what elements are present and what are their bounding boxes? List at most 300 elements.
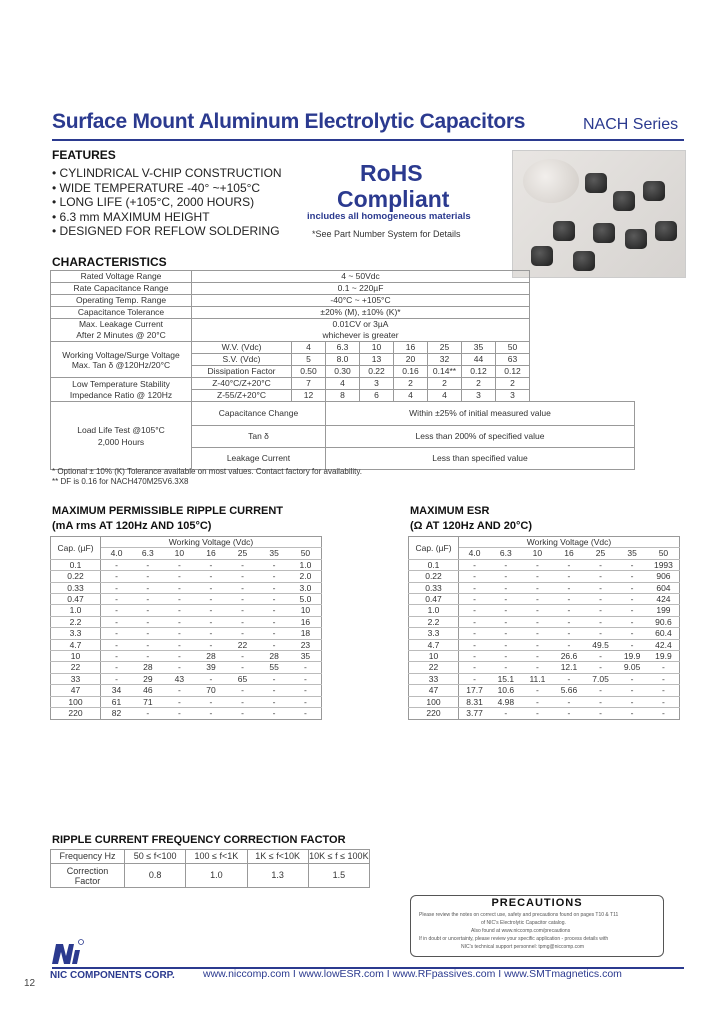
esr-cap-value: 33 (409, 673, 459, 684)
ripple-voltage: 4.0 (101, 548, 133, 559)
esr-cell: - (490, 594, 522, 605)
tan-label (51, 342, 192, 378)
precautions-line: If in doubt or uncertainty, please review your specific application - process details with (419, 936, 609, 942)
char-label: After 2 Minutes @ 20°C (51, 330, 192, 342)
ripple-cell: - (132, 594, 164, 605)
esr-cell: - (522, 685, 554, 696)
esr-cell: 7.05 (585, 673, 617, 684)
esr-cap-value: 3.3 (409, 628, 459, 639)
ripple-header-row (51, 537, 322, 548)
esr-row (409, 605, 680, 616)
esr-cell: - (490, 662, 522, 673)
sv-cell: 13 (360, 354, 394, 366)
freq-factor: 0.8 (125, 864, 186, 888)
esr-cell: - (522, 662, 554, 673)
freq-table (50, 849, 370, 888)
capacitor-chip (531, 246, 553, 266)
ripple-cell: - (101, 594, 133, 605)
esr-cell: - (553, 594, 585, 605)
ripple-cell: - (164, 605, 196, 616)
z40-cell: 4 (326, 378, 360, 390)
ripple-cell: - (101, 571, 133, 582)
ripple-cell: - (164, 708, 196, 719)
char-label: Max. Leakage Current (51, 319, 192, 331)
ripple-cell: 39 (195, 662, 227, 673)
ll-value: Less than 200% of specified value (326, 426, 635, 448)
esr-cell: - (585, 616, 617, 627)
esr-cap-value: 0.22 (409, 571, 459, 582)
esr-cell: 11.1 (522, 673, 554, 684)
esr-cell: - (522, 559, 554, 570)
char-value: 0.01CV or 3µA (192, 319, 530, 331)
df-cell: 0.16 (394, 366, 428, 378)
ripple-cell: - (164, 559, 196, 570)
ripple-cap-value: 3.3 (51, 628, 101, 639)
ripple-cell: - (227, 605, 259, 616)
esr-cell: 1993 (648, 559, 680, 570)
tan-label-line2: Max. Tan δ @120Hz/20°C (71, 359, 171, 370)
ripple-cell: - (132, 639, 164, 650)
df-cell: 0.14** (428, 366, 462, 378)
esr-row (409, 685, 680, 696)
ripple-subheading: (mA rms AT 120Hz AND 105°C) (52, 520, 212, 532)
esr-row (409, 628, 680, 639)
ripple-row (51, 673, 322, 684)
ripple-cell: 1.0 (290, 559, 322, 570)
tan-label-line1: Working Voltage/Surge Voltage (62, 349, 180, 360)
ripple-cap-value: 10 (51, 651, 101, 662)
ripple-cell: - (195, 582, 227, 593)
esr-cell: - (648, 673, 680, 684)
freq-cf-label (51, 864, 125, 888)
ripple-cell: - (258, 639, 290, 650)
esr-cell: - (585, 685, 617, 696)
product-photo (512, 150, 686, 278)
ll-value: Within ±25% of initial measured value (326, 402, 635, 426)
feature-item: • 6.3 mm MAXIMUM HEIGHT (52, 209, 210, 224)
esr-cell: - (522, 639, 554, 650)
ripple-cell: - (227, 708, 259, 719)
esr-cell: - (648, 708, 680, 719)
ripple-cap-value: 0.22 (51, 571, 101, 582)
ripple-cell: - (258, 594, 290, 605)
esr-row (409, 651, 680, 662)
esr-cell: - (459, 571, 491, 582)
ripple-wv-label: Working Voltage (Vdc) (101, 537, 322, 548)
rohs-title: RoHS (360, 160, 423, 186)
z40-cell: 2 (428, 378, 462, 390)
sv-cell: 44 (462, 354, 496, 366)
rohs-note: *See Part Number System for Details (312, 229, 461, 239)
esr-cell: - (522, 605, 554, 616)
wv-cell: 4 (292, 342, 326, 354)
ripple-cell: 70 (195, 685, 227, 696)
df-label: Dissipation Factor (192, 366, 292, 378)
esr-cap-value: 22 (409, 662, 459, 673)
header-divider (52, 139, 684, 141)
ripple-cell: - (290, 685, 322, 696)
ripple-cell: 23 (290, 639, 322, 650)
esr-subheading: (Ω AT 120Hz AND 20°C) (410, 520, 533, 532)
char-label: Operating Temp. Range (51, 295, 192, 307)
char-row (51, 330, 635, 342)
ripple-cell: - (258, 673, 290, 684)
esr-cell: 9.05 (616, 662, 648, 673)
esr-row (409, 708, 680, 719)
ripple-cell: - (101, 616, 133, 627)
ripple-cell: - (195, 696, 227, 707)
rohs-subtitle: includes all homogeneous materials (307, 211, 471, 222)
ripple-cap-value: 47 (51, 685, 101, 696)
esr-row (409, 582, 680, 593)
esr-cap-value: 0.47 (409, 594, 459, 605)
precautions-title: PRECAUTIONS (491, 897, 583, 909)
esr-cell: 19.9 (616, 651, 648, 662)
capacitor-chip (643, 181, 665, 201)
characteristics-table (50, 270, 635, 470)
ripple-cell: 18 (290, 628, 322, 639)
sv-cell: 5 (292, 354, 326, 366)
ripple-cell: 29 (132, 673, 164, 684)
ripple-cell: - (101, 673, 133, 684)
esr-cell: - (490, 708, 522, 719)
features-section (52, 148, 282, 239)
ripple-cell: 82 (101, 708, 133, 719)
ripple-cell: - (195, 605, 227, 616)
ripple-cell: - (227, 582, 259, 593)
esr-cell: - (616, 559, 648, 570)
characteristics-heading: CHARACTERISTICS (52, 255, 167, 269)
esr-cell: - (459, 662, 491, 673)
ripple-cell: - (164, 582, 196, 593)
lt-label (51, 378, 192, 402)
ripple-cell: - (164, 685, 196, 696)
ripple-cell: - (164, 628, 196, 639)
ripple-row (51, 662, 322, 673)
esr-cell: - (459, 559, 491, 570)
wv-cell: 35 (462, 342, 496, 354)
df-cell: 0.50 (292, 366, 326, 378)
char-row (51, 295, 635, 307)
sv-label: S.V. (Vdc) (192, 354, 292, 366)
wv-cell: 25 (428, 342, 462, 354)
footnote: * Optional ± 10% (K) Tolerance available on most values. Contact factory for availability. (52, 467, 363, 476)
z55-label: Z-55/Z+20°C (192, 390, 292, 402)
precautions-line: NIC's technical support personnel: tpmg@niccomp.com (461, 944, 585, 950)
ripple-cell: - (132, 708, 164, 719)
ripple-cell: 5.0 (290, 594, 322, 605)
esr-row (409, 571, 680, 582)
footer-links[interactable]: www.niccomp.com I www.lowESR.com I www.RFpassives.com I www.SMTmagnetics.com (203, 968, 622, 980)
esr-cell: 906 (648, 571, 680, 582)
esr-cell: - (585, 605, 617, 616)
ripple-cell: 3.0 (290, 582, 322, 593)
ripple-cell: - (132, 616, 164, 627)
capacitor-chip (553, 221, 575, 241)
esr-voltage: 25 (585, 548, 617, 559)
capacitor-chip (573, 251, 595, 271)
ripple-cell: - (227, 628, 259, 639)
esr-cell: - (553, 559, 585, 570)
esr-cell: - (616, 696, 648, 707)
ripple-cell: - (101, 662, 133, 673)
ripple-row (51, 628, 322, 639)
rohs-compliant: Compliant (337, 186, 450, 212)
lt-label-line2: Impedance Ratio @ 120Hz (69, 389, 173, 400)
char-value: whichever is greater (192, 330, 530, 342)
ll-param: Capacitance Change (192, 402, 326, 426)
esr-table (408, 536, 680, 720)
esr-cell: - (459, 616, 491, 627)
esr-cell: - (490, 639, 522, 650)
ripple-cell: - (258, 708, 290, 719)
esr-cell: 8.31 (459, 696, 491, 707)
ripple-cell: - (258, 571, 290, 582)
esr-row (409, 662, 680, 673)
ripple-cap-value: 22 (51, 662, 101, 673)
wv-cell: 16 (394, 342, 428, 354)
ripple-cell: - (227, 685, 259, 696)
esr-cap-value: 0.33 (409, 582, 459, 593)
ll-value: Less than specified value (326, 448, 635, 470)
precautions-line: Please review the notes on correct use, safety and precautions found on pages T10 & T11 (419, 912, 619, 918)
esr-cell: - (553, 582, 585, 593)
ripple-cell: 55 (258, 662, 290, 673)
feature-item: • WIDE TEMPERATURE -40° ~+105°C (52, 180, 261, 195)
ripple-cell: - (132, 571, 164, 582)
ll-param: Tan δ (192, 426, 326, 448)
ripple-cell: - (195, 571, 227, 582)
ripple-cell: - (132, 628, 164, 639)
ripple-cell: - (227, 559, 259, 570)
z55-cell: 4 (428, 390, 462, 402)
esr-row (409, 594, 680, 605)
ripple-heading: MAXIMUM PERMISSIBLE RIPPLE CURRENT (52, 505, 284, 517)
esr-cell: 604 (648, 582, 680, 593)
z55-cell: 3 (496, 390, 530, 402)
wv-cell: 6.3 (326, 342, 360, 354)
ripple-cell: - (195, 673, 227, 684)
ripple-voltage: 10 (164, 548, 196, 559)
ripple-row (51, 594, 322, 605)
ripple-cell: - (101, 559, 133, 570)
page-number: 12 (24, 978, 36, 989)
esr-cell: - (490, 628, 522, 639)
feature-item: • CYLINDRICAL V-CHIP CONSTRUCTION (52, 166, 282, 180)
capacitor-chip (625, 229, 647, 249)
ripple-cell: - (258, 616, 290, 627)
freq-factor: 1.3 (247, 864, 308, 888)
esr-cell: - (522, 594, 554, 605)
z40-cell: 7 (292, 378, 326, 390)
precautions-box (410, 895, 664, 957)
ripple-cell: - (164, 662, 196, 673)
footnote: ** DF is 0.16 for NACH470M25V6.3X8 (52, 477, 189, 486)
esr-row (409, 673, 680, 684)
esr-cell: - (459, 605, 491, 616)
z40-cell: 2 (394, 378, 428, 390)
esr-cell: - (553, 708, 585, 719)
ripple-cap-value: 0.1 (51, 559, 101, 570)
ripple-cap-value: 100 (51, 696, 101, 707)
ripple-cap-label: Cap. (µF) (51, 537, 101, 560)
esr-cell: 199 (648, 605, 680, 616)
ripple-cell: - (290, 696, 322, 707)
ripple-cap-value: 2.2 (51, 616, 101, 627)
esr-cell: 4.98 (490, 696, 522, 707)
char-label: Rate Capacitance Range (51, 283, 192, 295)
esr-cell: - (616, 582, 648, 593)
esr-cell: - (553, 571, 585, 582)
char-label: Capacitance Tolerance (51, 307, 192, 319)
esr-cell: - (616, 571, 648, 582)
ripple-cell: - (195, 628, 227, 639)
esr-row (409, 696, 680, 707)
esr-cell: - (553, 605, 585, 616)
ripple-cell: - (290, 708, 322, 719)
ripple-cell: - (164, 651, 196, 662)
esr-cell: - (522, 628, 554, 639)
ripple-cap-value: 4.7 (51, 639, 101, 650)
esr-cell: - (585, 559, 617, 570)
ripple-row (51, 571, 322, 582)
esr-cell: - (459, 673, 491, 684)
ll-label (51, 402, 192, 470)
char-row (51, 307, 635, 319)
ripple-row (51, 696, 322, 707)
ripple-row (51, 639, 322, 650)
ripple-cell: - (101, 639, 133, 650)
esr-cell: - (616, 685, 648, 696)
esr-cell: - (490, 651, 522, 662)
esr-cell: 10.6 (490, 685, 522, 696)
ripple-cell: 2.0 (290, 571, 322, 582)
esr-cap-value: 1.0 (409, 605, 459, 616)
esr-cell: 19.9 (648, 651, 680, 662)
ripple-voltage: 6.3 (132, 548, 164, 559)
z40-row (51, 378, 635, 390)
esr-cap-value: 0.1 (409, 559, 459, 570)
esr-cell: - (459, 594, 491, 605)
ripple-row (51, 651, 322, 662)
company-name: NIC COMPONENTS CORP. (50, 970, 175, 981)
ripple-cell: - (164, 571, 196, 582)
cf-label-line2: Factor (74, 875, 101, 886)
ripple-cell: - (195, 594, 227, 605)
esr-cell: - (522, 696, 554, 707)
z55-cell: 12 (292, 390, 326, 402)
ripple-cell: - (164, 696, 196, 707)
esr-heading: MAXIMUM ESR (410, 505, 490, 517)
footnotes (52, 467, 362, 487)
ripple-cell: - (227, 662, 259, 673)
esr-row (409, 616, 680, 627)
z40-cell: 3 (360, 378, 394, 390)
esr-cell: - (490, 559, 522, 570)
esr-cell: - (522, 571, 554, 582)
ripple-cell: - (258, 685, 290, 696)
esr-cell: - (616, 628, 648, 639)
capacitor-chip (585, 173, 607, 193)
esr-cap-value: 10 (409, 651, 459, 662)
esr-cell: 3.77 (459, 708, 491, 719)
esr-cell: - (616, 708, 648, 719)
ripple-row (51, 582, 322, 593)
esr-cap-value: 47 (409, 685, 459, 696)
precautions-line[interactable]: Also found at www.niccomp.com/precautions (471, 928, 571, 934)
capacitor-chip (593, 223, 615, 243)
ripple-row (51, 616, 322, 627)
ripple-cell: - (258, 559, 290, 570)
page-title: Surface Mount Aluminum Electrolytic Capacitors (52, 110, 526, 133)
z55-cell: 3 (462, 390, 496, 402)
esr-cap-value: 2.2 (409, 616, 459, 627)
ripple-cell: - (290, 662, 322, 673)
ripple-cap-value: 220 (51, 708, 101, 719)
esr-cell: - (648, 662, 680, 673)
ripple-cell: 34 (101, 685, 133, 696)
ripple-cell: 61 (101, 696, 133, 707)
esr-wv-label: Working Voltage (Vdc) (459, 537, 680, 548)
esr-cell: - (616, 594, 648, 605)
z55-cell: 8 (326, 390, 360, 402)
char-value: ±20% (M), ±10% (K)* (192, 307, 530, 319)
ripple-cell: - (258, 696, 290, 707)
df-cell: 0.12 (462, 366, 496, 378)
wv-cell: 50 (496, 342, 530, 354)
freq-range-row (51, 850, 370, 864)
ripple-cell: - (195, 708, 227, 719)
features-list (52, 166, 282, 239)
ripple-cell: - (227, 696, 259, 707)
esr-cell: - (522, 616, 554, 627)
ripple-cell: 46 (132, 685, 164, 696)
esr-cell: - (522, 582, 554, 593)
esr-cell: 5.66 (553, 685, 585, 696)
ripple-cap-value: 0.47 (51, 594, 101, 605)
series-name: NACH Series (583, 116, 679, 133)
freq-factor-row (51, 864, 370, 888)
esr-cell: 60.4 (648, 628, 680, 639)
char-label: Rated Voltage Range (51, 271, 192, 283)
z40-cell: 2 (496, 378, 530, 390)
esr-cell: 12.1 (553, 662, 585, 673)
ll-param: Leakage Current (192, 448, 326, 470)
esr-cap-value: 220 (409, 708, 459, 719)
ripple-cell: - (227, 651, 259, 662)
ripple-row (51, 708, 322, 719)
ripple-table (50, 536, 322, 720)
ripple-cell: - (227, 616, 259, 627)
features-heading: FEATURES (52, 148, 116, 162)
esr-cell: - (553, 639, 585, 650)
ripple-cell: 65 (227, 673, 259, 684)
esr-cell: - (616, 639, 648, 650)
freq-hz-label: Frequency Hz (51, 850, 125, 864)
ripple-cell: - (258, 605, 290, 616)
esr-cell: - (585, 708, 617, 719)
feature-item: • LONG LIFE (+105°C, 2000 HOURS) (52, 195, 255, 209)
ripple-cell: - (227, 594, 259, 605)
wv-cell: 10 (360, 342, 394, 354)
freq-heading: RIPPLE CURRENT FREQUENCY CORRECTION FACTOR (52, 834, 346, 846)
df-cell: 0.12 (496, 366, 530, 378)
esr-voltage: 4.0 (459, 548, 491, 559)
ripple-cell: - (195, 616, 227, 627)
ripple-voltage: 16 (195, 548, 227, 559)
ripple-cell: - (164, 639, 196, 650)
esr-voltage: 6.3 (490, 548, 522, 559)
